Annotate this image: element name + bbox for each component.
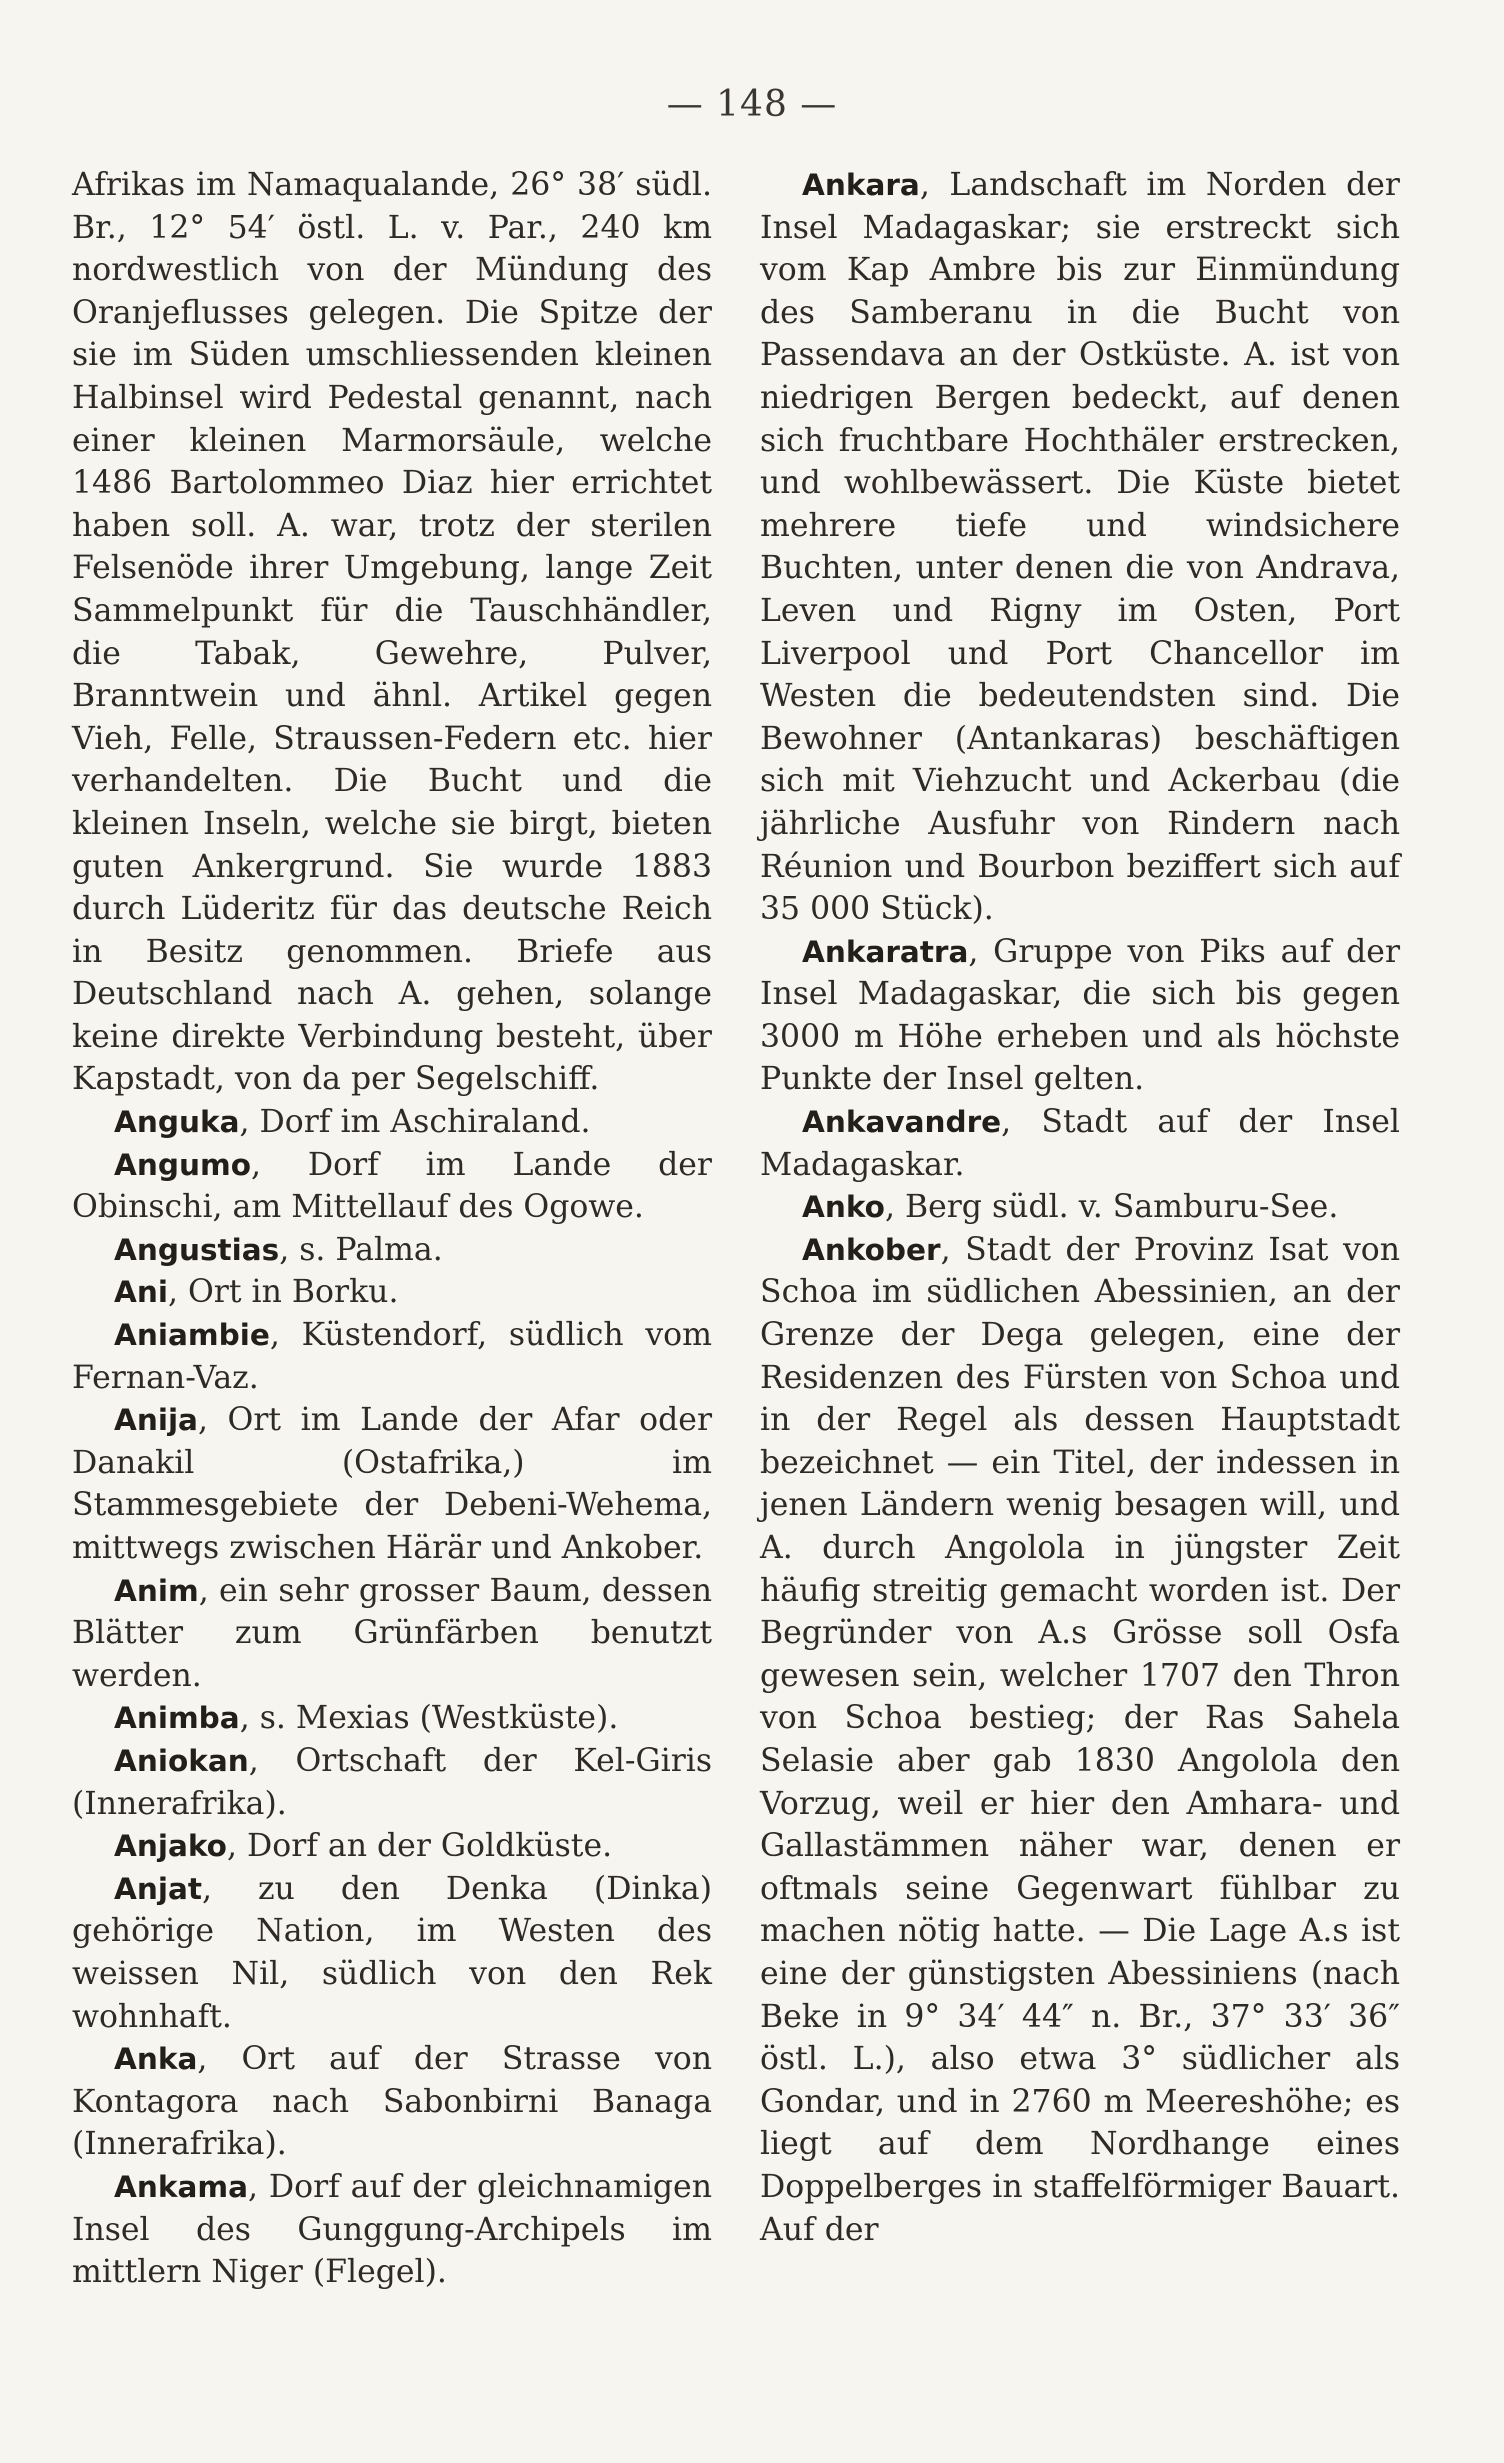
entry-headword: Ankaratra (802, 934, 969, 969)
entry-headword: Ankober (802, 1232, 941, 1267)
entry-text: , Berg südl. v. Samburu-See. (884, 1189, 1339, 1226)
entry-headword: Anguka (114, 1105, 240, 1140)
entry-headword: Ankama (114, 2169, 249, 2204)
entry-ankama (72, 2166, 712, 2294)
entry-text: , Ort in Borku. (167, 1274, 399, 1311)
entry-headword: Anjako (114, 1829, 227, 1864)
entry-aniambie (72, 1314, 712, 1399)
entry-ankavandre (760, 1101, 1400, 1186)
entry-headword: Anka (114, 2042, 198, 2077)
entry-headword: Aniambie (114, 1318, 270, 1353)
entry-text: , zu den Denka (Dinka) gehörige Nation, im Westen des weissen Nil, südlich von den Rek wohnhaft. (72, 1870, 712, 2035)
entry-ankaratra (760, 931, 1400, 1101)
entry-headword: Ani (114, 1275, 168, 1310)
entry-text: Afrikas im Namaqualande, 26° 38′ südl. Br., 12° 54′ östl. L. v. Par., 240 km nordwestlich von der Mündung des Oranjeflusses gelegen. Die Spitze der sie im Süden umschliessenden kleinen Halbinsel wird Pedestal genannt, nach einer kleinen Marmorsäule, welche 1486 Bartolommeo Diaz hier errichtet haben soll. A. war, trotz der sterilen Felsenöde ihrer Umgebung, lange Zeit Sammelpunkt für die Tauschhändler, die Tabak, Gewehre, Pulver, Branntwein und ähnl. Artikel gegen Vieh, Felle, Straussen-Federn etc. hier verhandelten. Die Bucht und die kleinen Inseln, welche sie birgt, bieten guten Ankergrund. Sie wurde 1883 durch Lüderitz für das deutsche Reich in Besitz genommen. Briefe aus Deutschland nach A. gehen, solange keine direkte Verbindung besteht, über Kapstadt, von da per Segelschiff. (72, 167, 712, 1098)
entry-ankara (760, 164, 1400, 931)
entry-continuation (72, 164, 712, 1101)
entry-anim (72, 1570, 712, 1698)
entry-text: , Landschaft im Norden der Insel Madagaskar; sie erstreckt sich vom Kap Ambre bis zur Einmündung des Samberanu in die Bucht von Passendava an der Ostküste. A. ist von niedrigen Bergen bedeckt, auf denen sich fruchtbare Hochthäler erstrecken, und wohlbewässert. Die Küste bietet mehrere tiefe und windsichere Buchten, unter denen die von Andrava, Leven und Rigny im Osten, Port Liverpool und Port Chancellor im Westen die bedeutendsten sind. Die Bewohner (Antankaras) beschäftigen sich mit Viehzucht und Ackerbau (die jährliche Ausfuhr von Rindern nach Réunion und Bourbon beziffert sich auf 35 000 Stück). (760, 167, 1400, 928)
entry-headword: Anim (114, 1573, 199, 1608)
left-column (72, 164, 712, 2294)
entry-text: , ein sehr grosser Baum, dessen Blätter zum Grünfärben benutzt werden. (72, 1572, 712, 1694)
entry-anjat (72, 1868, 712, 2038)
entry-headword: Ankavandre (802, 1105, 1002, 1140)
entry-headword: Aniokan (114, 1743, 249, 1778)
entry-animba (72, 1697, 712, 1740)
entry-text: , Küstendorf, südlich vom Fernan-Vaz. (72, 1317, 712, 1396)
entry-text: , Ort im Lande der Afar oder Danakil (Ostafrika,) im Stammesgebiete der Debeni-Wehema, mittwegs zwischen Härär und Ankober. (72, 1402, 712, 1566)
entry-anka (72, 2038, 712, 2166)
entry-anko (760, 1186, 1400, 1229)
entry-text: , Dorf im Lande der Obinschi, am Mittellauf des Ogowe. (72, 1146, 712, 1226)
right-column (760, 164, 1400, 2251)
entry-text: , Ortschaft der Kel-Giris (Innerafrika). (72, 1742, 712, 1822)
entry-headword: Animba (114, 1701, 240, 1736)
entry-anija (72, 1399, 712, 1569)
entry-text: , Ort auf der Strasse von Kontagora nach Sabonbirni Banaga (Innerafrika). (72, 2041, 712, 2163)
entry-anguka (72, 1101, 712, 1144)
entry-text: , Gruppe von Piks auf der Insel Madagaskar, die sich bis gegen 3000 m Höhe erheben und als höchste Punkte der Insel gelten. (760, 933, 1400, 1098)
page-number: — 148 — (666, 84, 838, 125)
entry-text: , s. Palma. (279, 1231, 443, 1268)
entry-angumo (72, 1144, 712, 1229)
entry-text: , Stadt auf der Insel Madagaskar. (760, 1104, 1400, 1183)
entry-text: , Dorf im Aschiraland. (239, 1104, 591, 1141)
entry-angustias (72, 1229, 712, 1272)
entry-headword: Ankara (802, 168, 920, 202)
entry-text: , Stadt der Provinz Isat von Schoa im südlichen Abessinien, an der Grenze der Dega gelegen, eine der Residenzen des Fürsten von Schoa und in der Regel als dessen Hauptstadt bezeichnet — ein Titel, der indessen in jenen Ländern wenig besagen will, und A. durch Angolola in jüngster Zeit häufig streitig gemacht worden ist. Der Begründer von A.s Grösse soll Osfa gewesen sein, welcher 1707 den Thron von Schoa bestieg; der Ras Sahela Selasie aber gab 1830 Angolola den Vorzug, weil er hier den Amhara- und Gallastämmen näher war, denen er oftmals seine Gegenwart fühlbar zu machen nötig hatte. — Die Lage A.s ist eine der günstigsten Abessiniens (nach Beke in 9° 34′ 44″ n. Br., 37° 33′ 36″ östl. L.), also etwa 3° südlicher als Gondar, und in 2760 m Meereshöhe; es liegt auf dem Nordhange eines Doppelberges in staffelförmiger Bauart. Auf der (760, 1231, 1400, 2248)
entry-headword: Anjat (114, 1871, 202, 1906)
entry-text: , Dorf auf der gleichnamigen Insel des Gunggung-Archipels im mittlern Niger (Flegel). (72, 2168, 712, 2291)
entry-text: , Dorf an der Goldküste. (226, 1828, 613, 1865)
entry-headword: Angumo (114, 1147, 251, 1182)
entry-headword: Anija (114, 1403, 198, 1438)
entry-ankober (760, 1229, 1400, 2251)
entry-anjako (72, 1825, 712, 1868)
entry-ani (72, 1271, 712, 1314)
entry-headword: Anko (802, 1190, 885, 1225)
entry-headword: Angustias (114, 1232, 280, 1267)
entry-text: , s. Mexias (Westküste). (239, 1700, 619, 1737)
entry-aniokan (72, 1740, 712, 1825)
